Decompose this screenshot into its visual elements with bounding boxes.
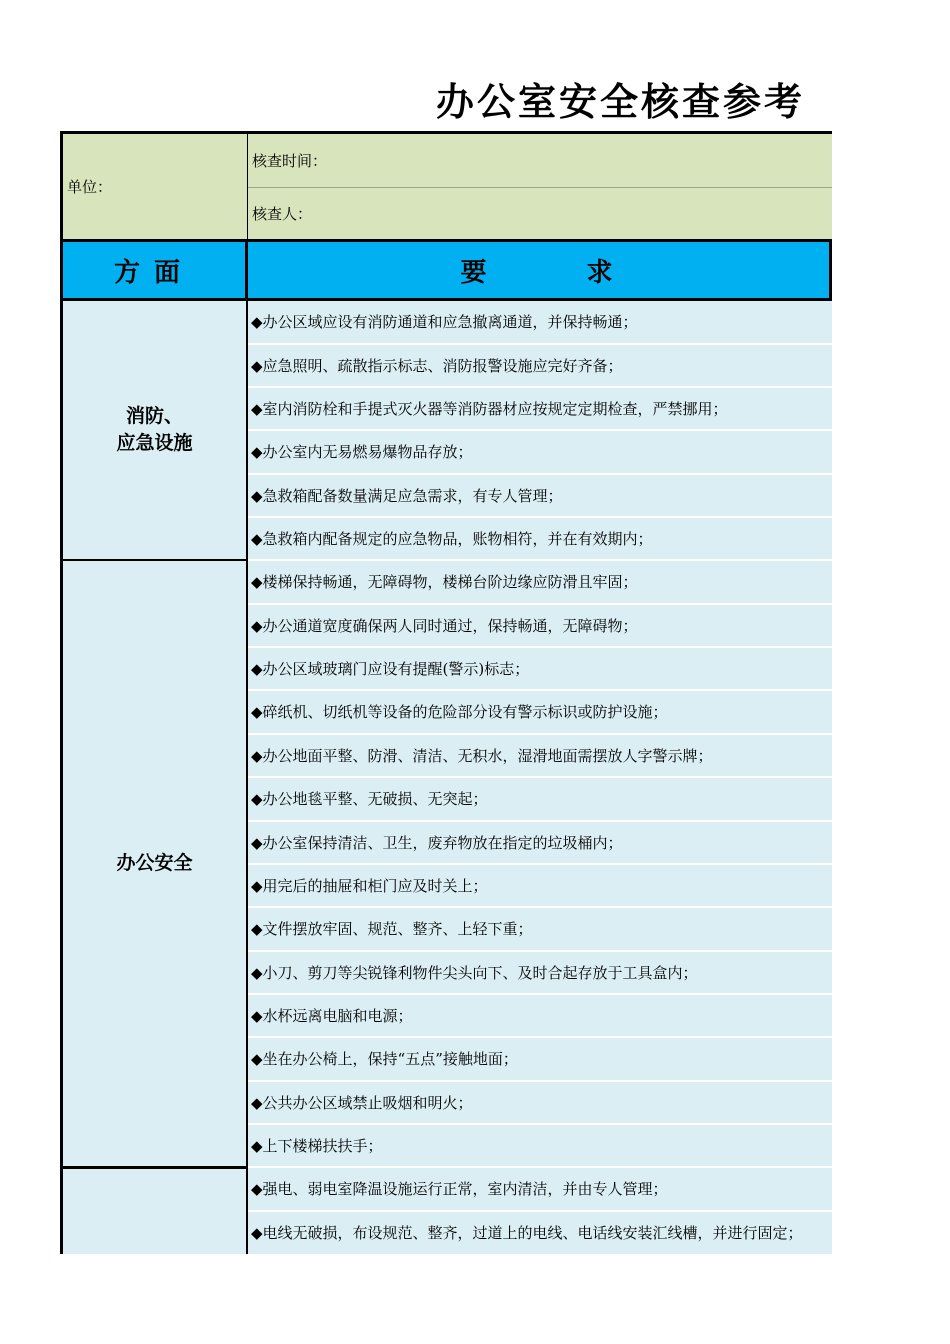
category-electrical bbox=[60, 1168, 248, 1254]
requirement-row: ◆碎纸机、切纸机等设备的危险部分设有警示标识或防护设施； bbox=[248, 691, 832, 735]
category-label-line2: 应急设施 bbox=[116, 432, 193, 454]
requirement-row: ◆办公室保持清洁、卫生，废弃物放在指定的垃圾桶内； bbox=[248, 822, 832, 865]
requirement-row: ◆坐在办公椅上，保持“五点”接触地面； bbox=[248, 1038, 832, 1082]
requirement-row: ◆楼梯保持畅通，无障碍物，楼梯台阶边缘应防滑且牢固； bbox=[248, 561, 832, 605]
requirement-row: ◆公共办公区域禁止吸烟和明火； bbox=[248, 1082, 832, 1125]
unit-field[interactable] bbox=[60, 131, 248, 242]
unit-label: 单位： bbox=[67, 178, 113, 196]
requirement-row: ◆文件摆放牢固、规范、整齐、上轻下重； bbox=[248, 908, 832, 952]
category-fire-emergency bbox=[60, 301, 248, 561]
requirement-row: ◆办公地毯平整、无破损、无突起； bbox=[248, 778, 832, 822]
requirement-row: ◆办公区域玻璃门应设有提醒(警示)标志； bbox=[248, 648, 832, 691]
column-header-aspect: 方面 bbox=[60, 242, 248, 301]
requirement-row: ◆办公通道宽度确保两人同时通过，保持畅通，无障碍物； bbox=[248, 605, 832, 648]
column-header-requirement-left: 要 bbox=[460, 257, 491, 288]
requirement-row: ◆办公室内无易燃易爆物品存放； bbox=[248, 431, 832, 475]
category-label-line1: 办公安全 bbox=[116, 852, 193, 874]
requirement-row: ◆办公区域应设有消防通道和应急撤离通道，并保持畅通； bbox=[248, 301, 832, 345]
column-header-requirement bbox=[248, 242, 832, 301]
requirement-row: ◆水杯远离电脑和电源； bbox=[248, 995, 832, 1038]
category-office-safety bbox=[60, 561, 248, 1168]
requirement-row: ◆办公地面平整、防滑、清洁、无积水，湿滑地面需摆放人字警示牌； bbox=[248, 735, 832, 778]
requirement-row: ◆急救箱配备数量满足应急需求，有专人管理； bbox=[248, 475, 832, 518]
requirement-row: ◆室内消防栓和手提式灭火器等消防器材应按规定定期检查，严禁挪用； bbox=[248, 388, 832, 431]
column-header-requirement-right: 求 bbox=[586, 257, 617, 288]
check-time-label: 核查时间： bbox=[252, 152, 328, 170]
inspector-label: 核查人： bbox=[252, 205, 313, 223]
requirement-row: ◆上下楼梯扶扶手； bbox=[248, 1125, 832, 1168]
inspector-field[interactable] bbox=[248, 188, 832, 242]
requirement-row: ◆电线无破损，布设规范、整齐，过道上的电线、电话线安装汇线槽，并进行固定； bbox=[248, 1212, 832, 1254]
requirement-row: ◆急救箱内配备规定的应急物品，账物相符，并在有效期内； bbox=[248, 518, 832, 561]
requirement-row: ◆用完后的抽屉和柜门应及时关上； bbox=[248, 865, 832, 908]
category-label-line1: 消防、 bbox=[125, 405, 183, 427]
requirement-row: ◆小刀、剪刀等尖锐锋利物件尖头向下、及时合起存放于工具盒内； bbox=[248, 952, 832, 995]
safety-checklist-table bbox=[60, 131, 832, 1254]
page-title: 办公室安全核查参考 bbox=[436, 79, 806, 124]
requirement-row: ◆强电、弱电室降温设施运行正常，室内清洁，并由专人管理； bbox=[248, 1168, 832, 1212]
requirement-list bbox=[248, 301, 832, 1254]
requirement-row: ◆应急照明、疏散指示标志、消防报警设施应完好齐备； bbox=[248, 345, 832, 388]
check-time-field[interactable] bbox=[248, 131, 832, 188]
